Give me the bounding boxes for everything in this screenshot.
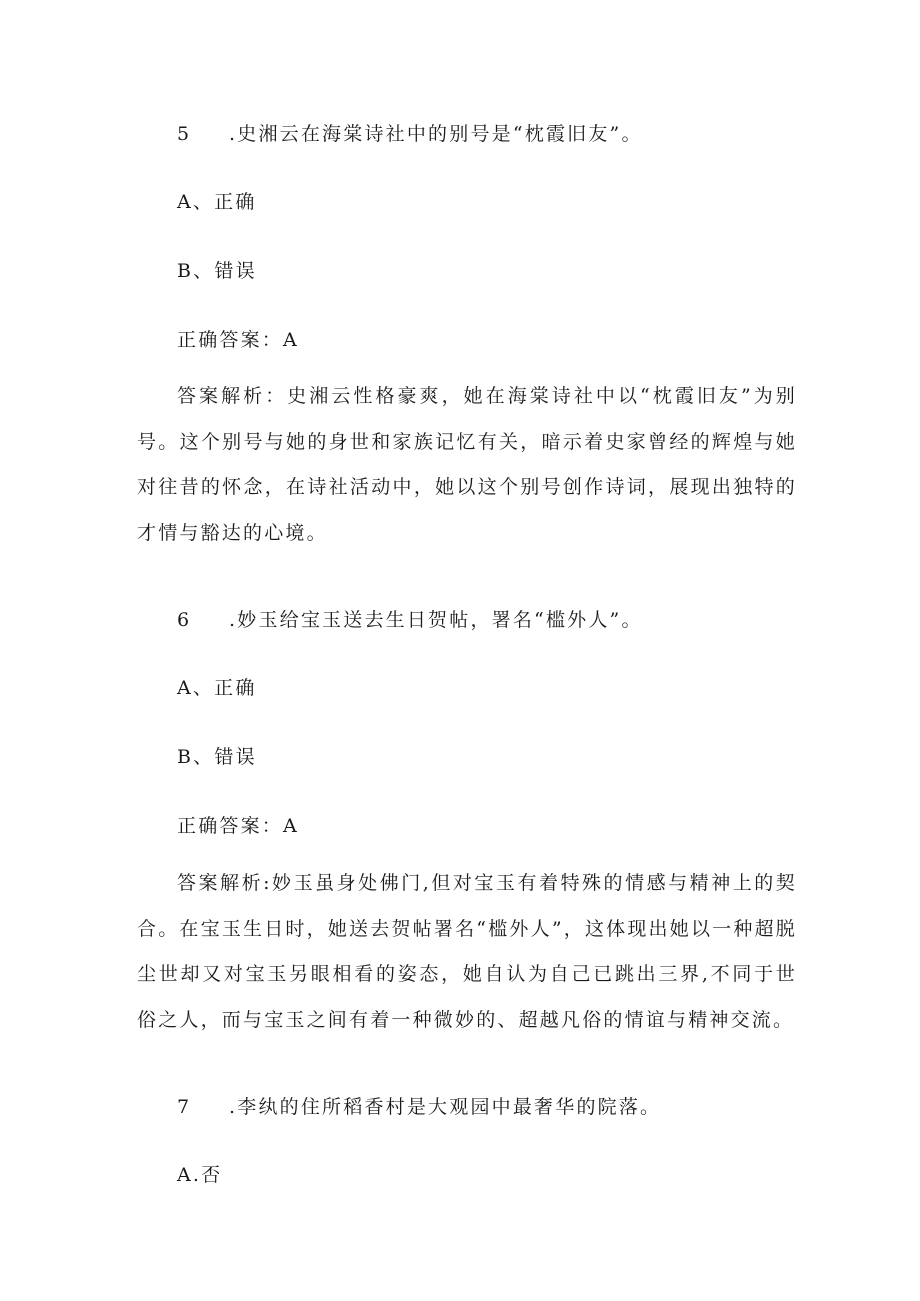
answer-explanation: 答案解析:妙玉虽身处佛门,但对宝玉有着特殊的情感与精神上的契合。在宝玉生日时，她送去贺帖署名“槛外人”，这体现出她以一种超脱尘世却又对宝玉另眼相看的姿态，她自认为自己已跳出三界,不同于世俗之人，而与宝玉之间有着一种微妙的、超越凡俗的情谊与精神交流。 (137, 872, 797, 1031)
option-a: A、正确 (177, 677, 257, 699)
question-number: 5 (177, 123, 190, 145)
question-number: 6 (177, 609, 190, 631)
question-stem: .史湘云在海棠诗社中的别号是“枕霞旧友”。 (229, 123, 643, 145)
correct-answer: 正确答案：A (177, 815, 299, 837)
correct-answer: 正确答案：A (177, 329, 299, 351)
option-b: B、错误 (177, 746, 257, 768)
question-number: 7 (177, 1096, 190, 1118)
question-stem: .妙玉给宝玉送去生日贺帖，署名“槛外人”。 (229, 609, 643, 631)
question-stem: .李纨的住所稻香村是大观园中最奢华的院落。 (229, 1096, 662, 1118)
option-a: A.否 (177, 1164, 223, 1186)
answer-explanation: 答案解析：史湘云性格豪爽，她在海棠诗社中以“枕霞旧友”为别号。这个别号与她的身世和家族记忆有关，暗示着史家曾经的辉煌与她对往昔的怀念，在诗社活动中，她以这个别号创作诗词，展现出独特的才情与豁达的心境。 (137, 385, 797, 544)
option-b: B、错误 (177, 260, 257, 282)
option-a: A、正确 (177, 191, 257, 213)
